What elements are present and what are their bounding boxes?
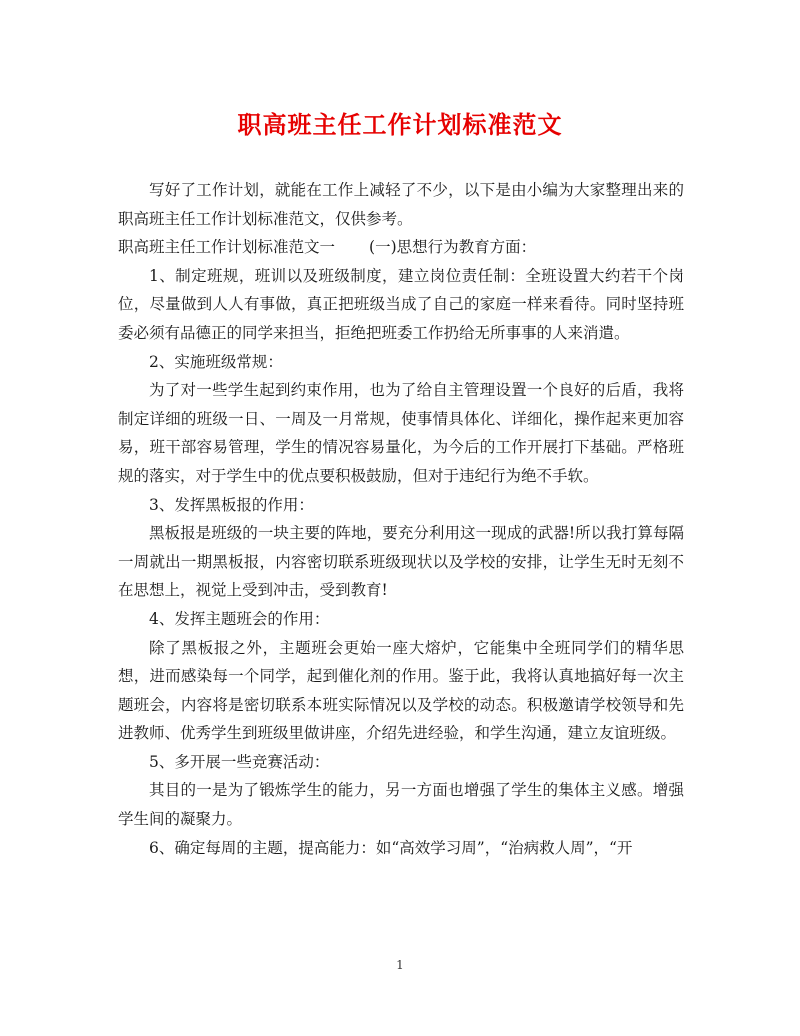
item-6-paragraph: 6、确定每周的主题，提高能力：如“高效学习周”，“治病救人周”，“开 — [149, 838, 633, 857]
item-3-paragraph: 黑板报是班级的一块主要的阵地，要充分利用这一现成的武器!所以我打算每隔一周就出一期黑板报，内容密切联系班级现状以及学校的安排，让学生无时无刻不在思想上，视觉上受到冲击，受到教育! — [118, 524, 684, 600]
item-4-heading: 4、发挥主题班会的作用： — [149, 609, 330, 628]
intro-paragraph: 写好了工作计划，就能在工作上减轻了不少，以下是由小编为大家整理出来的职高班主任工作计划标准范文，仅供参考。 — [118, 181, 684, 228]
item-3-heading: 3、发挥黑板报的作用： — [149, 495, 314, 514]
item-5-paragraph: 其目的一是为了锻炼学生的能力，另一方面也增强了学生的集体主义感。增强学生间的凝聚力。 — [118, 781, 684, 829]
document-body — [118, 176, 684, 862]
section-heading: (一)思想行为教育方面： — [369, 238, 537, 257]
item-5-heading: 5、多开展一些竞赛活动： — [149, 752, 330, 771]
document-title: 职高班主任工作计划标准范文 — [237, 110, 563, 139]
item-4-paragraph: 除了黑板报之外，主题班会更始一座大熔炉，它能集中全班同学们的精华思想，进而感染每一个同学，起到催化剂的作用。鉴于此，我将认真地搞好每一次主题班会，内容将是密切联系本班实际情况以及学校的动态。积极邀请学校领导和先进教师、优秀学生到班级里做讲座，介绍先进经验，和学生沟通，建立友谊班级。 — [118, 638, 684, 743]
page-number: 1 — [396, 958, 404, 972]
item-2-paragraph: 为了对一些学生起到约束作用，也为了给自主管理设置一个良好的后盾，我将制定详细的班级一日、一周及一月常规，使事情具体化、详细化，操作起来更加容易，班干部容易管理，学生的情况容易量化，为今后的工作开展打下基础。严格班规的落实，对于学生中的优点要积极鼓励，但对于违纪行为绝不手软。 — [118, 381, 684, 485]
item-2-heading: 2、实施班级常规： — [149, 352, 283, 371]
item-1-paragraph: 1、制定班规，班训以及班级制度，建立岗位责任制：全班设置大约若干个岗位，尽量做到人人有事做，真正把班级当成了自己的家庭一样来看待。同时坚持班委必须有品德正的同学来担当，拒绝把班委工作扔给无所事事的人来消遣。 — [118, 266, 684, 342]
article-heading: 职高班主任工作计划标准范文一 — [118, 238, 336, 257]
section-heading-line — [118, 233, 684, 262]
